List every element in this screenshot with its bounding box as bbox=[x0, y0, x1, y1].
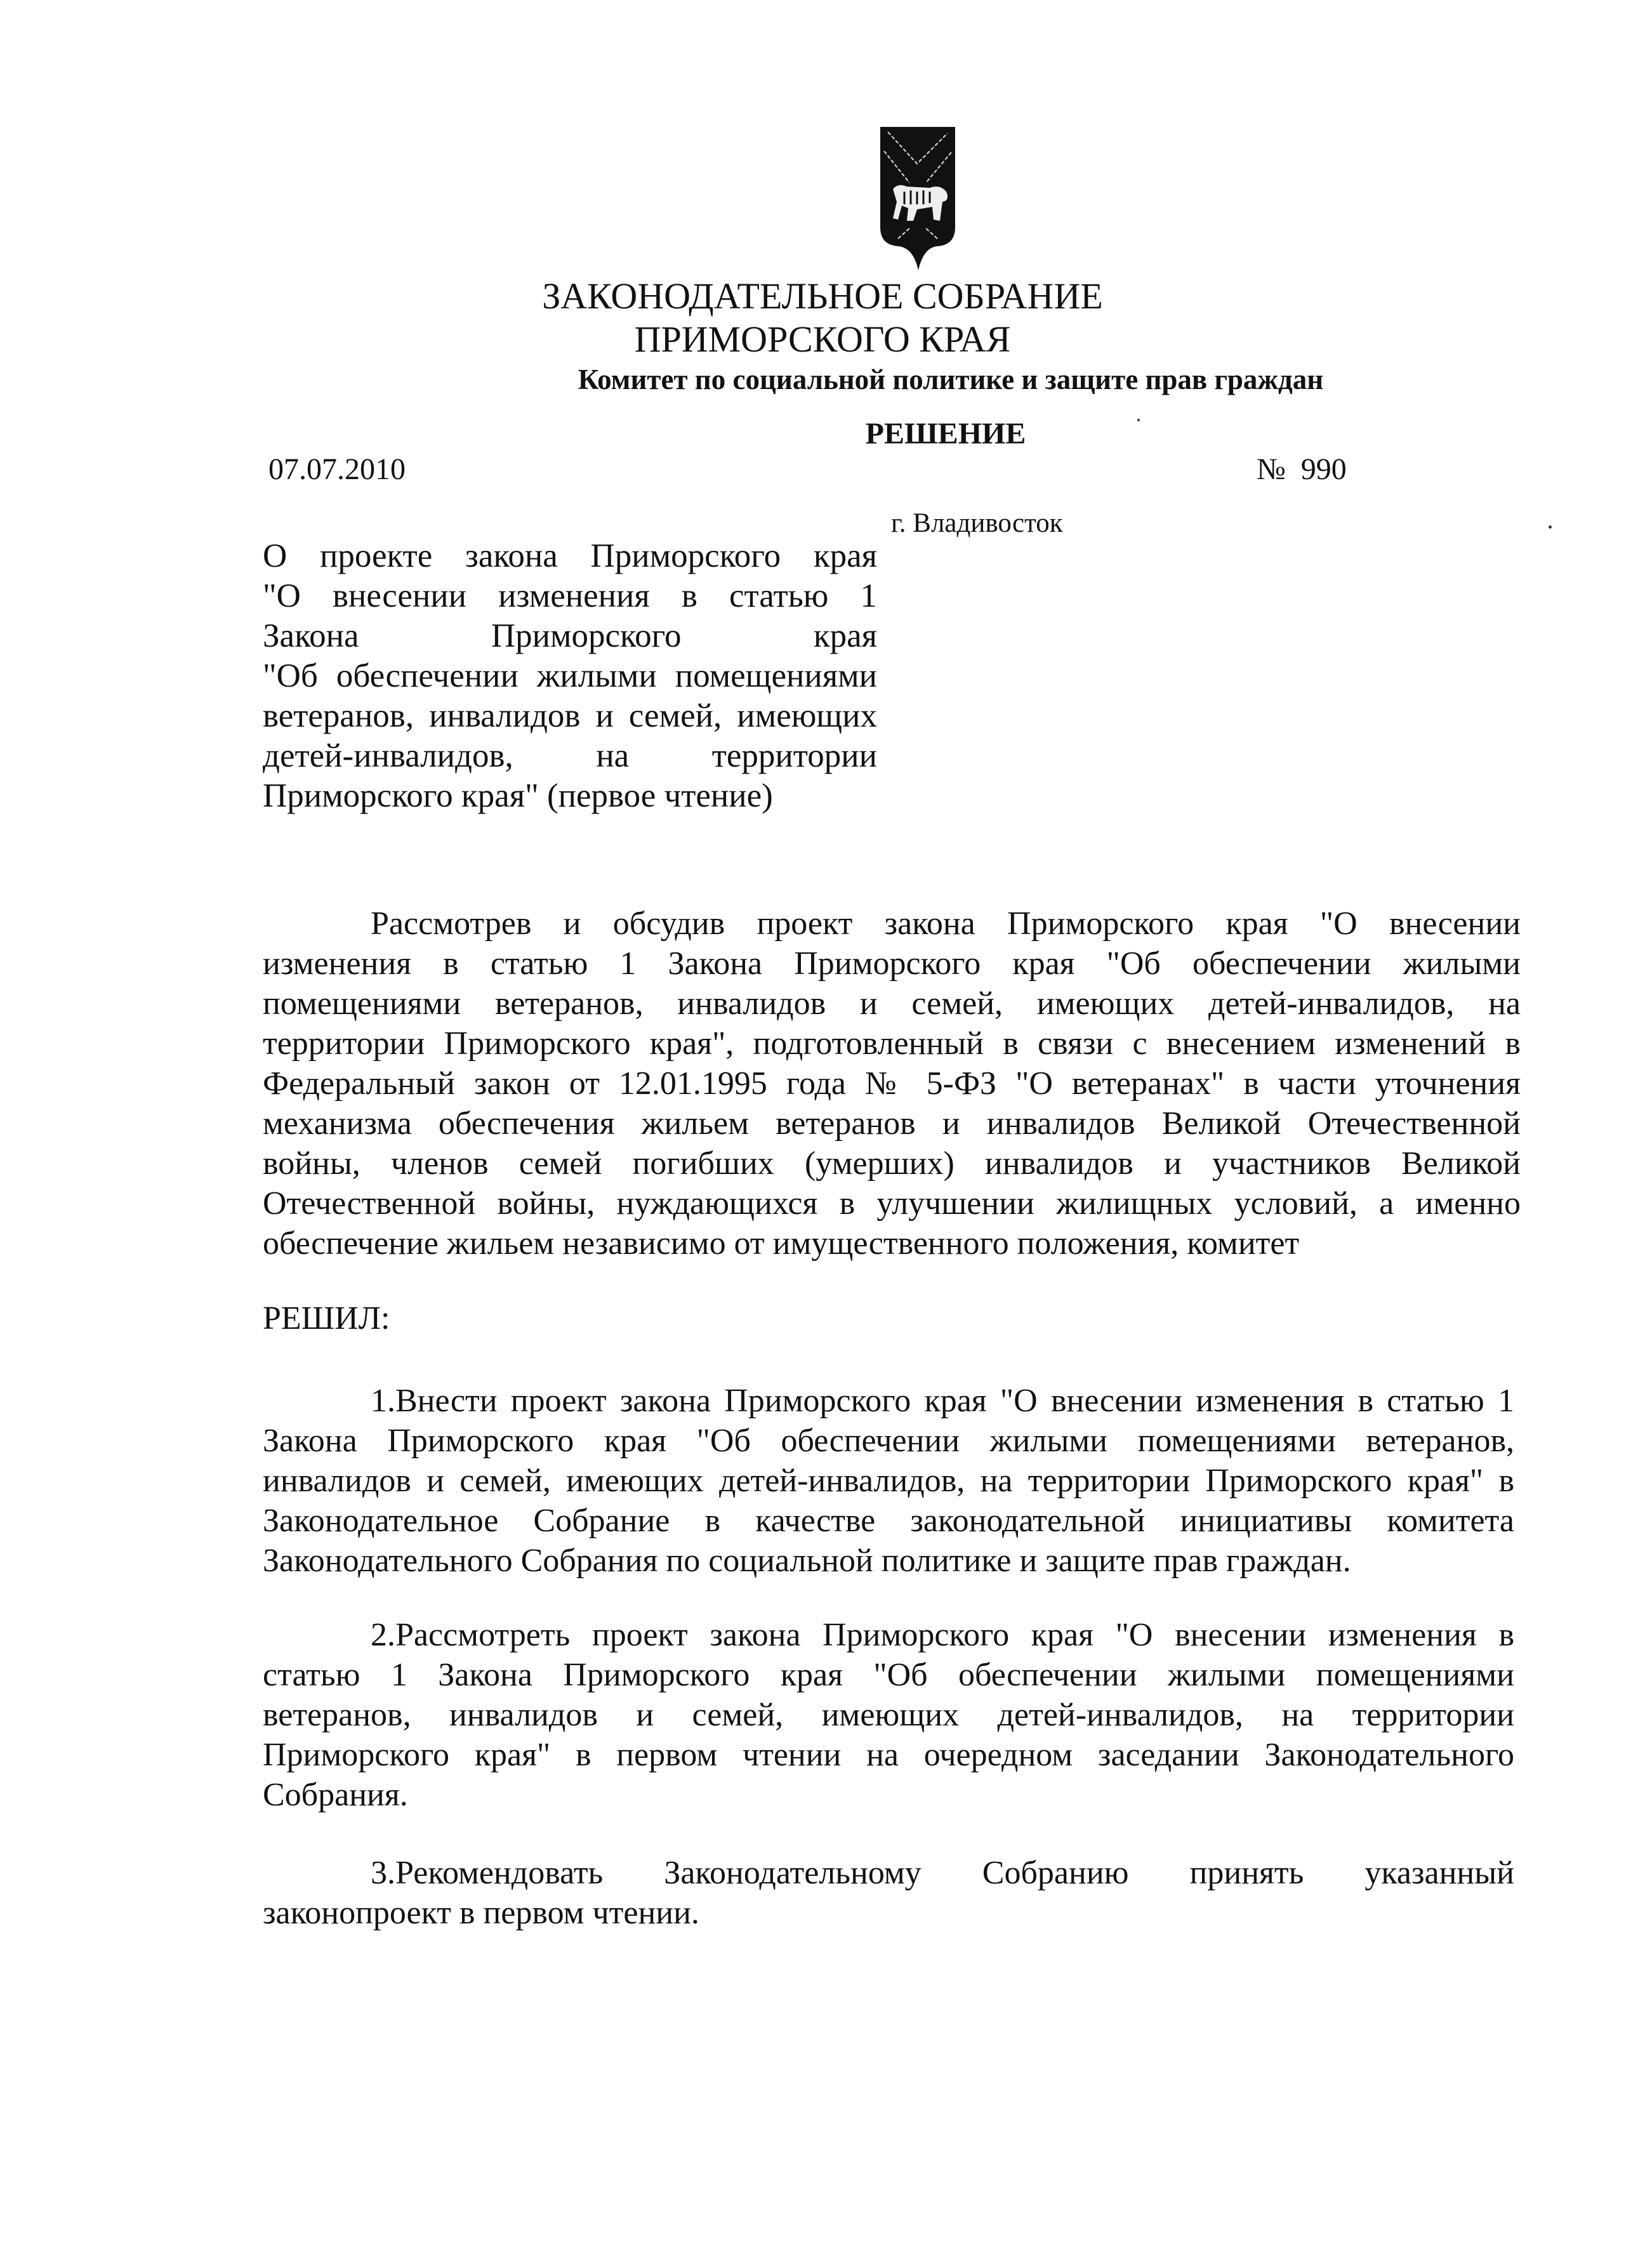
scan-speck bbox=[1137, 419, 1140, 421]
subject-line: О проекте закона Приморского края bbox=[263, 537, 877, 574]
body-line: войны, членов семей погибших (умерших) инвалидов и участников Великой bbox=[263, 1145, 1521, 1182]
document-number: № 990 bbox=[1257, 452, 1347, 486]
item-line: Закона Приморского края "Об обеспечении жилыми помещениями ветеранов, bbox=[263, 1423, 1514, 1459]
resolution-item-2 bbox=[263, 1615, 1514, 1815]
item-line: 1.Внести проект закона Приморского края "О внесении изменения в статью 1 bbox=[371, 1383, 1514, 1419]
body-line: обеспечение жильем независимо от имущественного положения, комитет bbox=[263, 1225, 1300, 1262]
body-line: Отечественной войны, нуждающихся в улучшении жилищных условий, а именно bbox=[263, 1185, 1521, 1222]
item-line: Приморского края" в первом чтении на очередном заседании Законодательного bbox=[263, 1737, 1514, 1773]
subject-line: ветеранов, инвалидов и семей, имеющих bbox=[263, 697, 877, 734]
document-city: г. Владивосток bbox=[891, 508, 1063, 538]
document-date: 07.07.2010 bbox=[268, 452, 406, 486]
coat-of-arms-emblem bbox=[879, 126, 956, 272]
preamble-paragraph bbox=[263, 904, 1521, 1263]
item-line: ветеранов, инвалидов и семей, имеющих детей-инвалидов, на территории bbox=[263, 1697, 1514, 1733]
item-line: 2.Рассмотреть проект закона Приморского края "О внесении изменения в bbox=[371, 1617, 1514, 1653]
org-name-line2: ПРИМОРСКОГО КРАЯ bbox=[634, 319, 1011, 360]
org-name-line1: ЗАКОНОДАТЕЛЬНОЕ СОБРАНИЕ bbox=[542, 275, 1103, 317]
subject-line: "Об обеспечении жилыми помещениями bbox=[263, 657, 877, 694]
resolved-label: РЕШИЛ: bbox=[263, 1300, 390, 1336]
document-subject bbox=[263, 536, 877, 816]
resolution-item-3 bbox=[263, 1853, 1514, 1933]
body-line: территории Приморского края", подготовленный в связи с внесением изменений в bbox=[263, 1025, 1521, 1062]
item-line: 3.Рекомендовать Законодательному Собранию принять указанный bbox=[371, 1855, 1514, 1891]
subject-line: детей-инвалидов, на территории bbox=[263, 737, 877, 774]
document-type: РЕШЕНИЕ bbox=[865, 417, 1026, 451]
subject-line: "О внесении изменения в статью 1 bbox=[263, 577, 877, 614]
scan-speck bbox=[1549, 525, 1552, 529]
body-line: Федеральный закон от 12.01.1995 года № 5-ФЗ "О ветеранах" в части уточнения bbox=[263, 1065, 1521, 1102]
body-line: механизма обеспечения жильем ветеранов и инвалидов Великой Отечественной bbox=[263, 1105, 1521, 1142]
item-line: законопроект в первом чтении. bbox=[263, 1895, 699, 1931]
item-line: статью 1 Закона Приморского края "Об обеспечении жилыми помещениями bbox=[263, 1657, 1514, 1693]
item-line: Собрания. bbox=[263, 1777, 408, 1813]
body-line: Рассмотрев и обсудив проект закона Приморского края "О внесении bbox=[371, 906, 1521, 942]
committee-name: Комитет по социальной политике и защите прав граждан bbox=[578, 364, 1324, 395]
subject-line: Приморского края" (первое чтение) bbox=[263, 777, 773, 814]
body-line: изменения в статью 1 Закона Приморского края "Об обеспечении жилыми bbox=[263, 946, 1521, 982]
resolution-item-1 bbox=[263, 1381, 1514, 1581]
body-line: помещениями ветеранов, инвалидов и семей, имеющих детей-инвалидов, на bbox=[263, 986, 1521, 1022]
item-line: Законодательное Собрание в качестве законодательной инициативы комитета bbox=[263, 1503, 1514, 1539]
item-line: Законодательного Собрания по социальной политике и защите прав граждан. bbox=[263, 1543, 1351, 1579]
item-line: инвалидов и семей, имеющих детей-инвалидов, на территории Приморского края" в bbox=[263, 1463, 1514, 1499]
subject-line: Закона Приморского края bbox=[263, 617, 877, 654]
